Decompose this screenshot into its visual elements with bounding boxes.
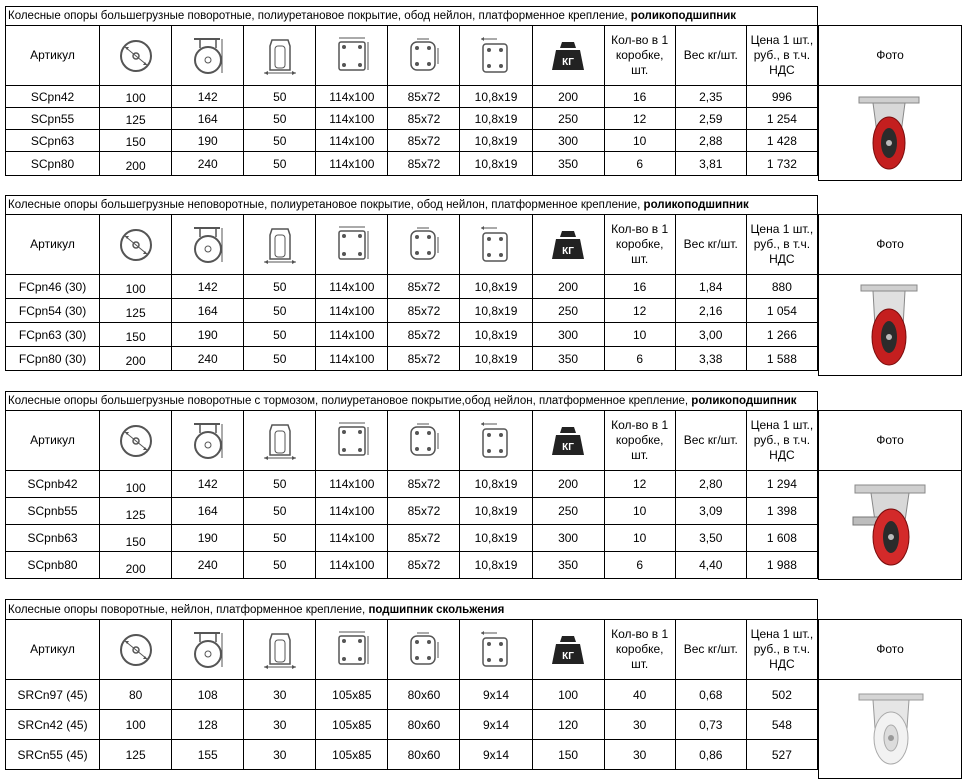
weight-header: Вес кг/шт. <box>675 411 746 471</box>
article-header: Артикул <box>6 411 100 471</box>
table-cell: 16 <box>604 275 675 299</box>
table-row <box>6 275 818 299</box>
qty-header <box>604 215 675 275</box>
load-weight-icon <box>548 423 588 459</box>
table-cell: 128 <box>172 710 244 740</box>
table-cell: 114x100 <box>316 299 388 323</box>
icon-header <box>100 620 172 680</box>
price-header-text: Цена 1 шт., руб., в т.ч. НДС <box>750 33 814 77</box>
table-cell: 10,8x19 <box>460 347 532 371</box>
section-title: Колесные опоры большегрузные поворотные, полиуретановое покрытие, обод нейлон, платформенное крепление, роликоподшипник <box>6 7 818 26</box>
icon-header <box>460 411 532 471</box>
table-cell: 85x72 <box>388 299 460 323</box>
icon-header <box>532 215 604 275</box>
bolt-hole-icon <box>477 225 515 265</box>
kg-label: КГ <box>562 441 574 453</box>
table-cell: SRCn97 (45) <box>6 680 100 710</box>
table-cell: 10,8x19 <box>460 525 532 552</box>
table-cell: 12 <box>604 108 675 130</box>
table-cell: 114x100 <box>316 498 388 525</box>
table-cell: 9x14 <box>460 680 532 710</box>
rigid-caster-red-photo <box>849 281 929 371</box>
table-cell: SCpn63 <box>6 130 100 152</box>
table-cell: 100 <box>100 471 172 498</box>
table-cell: 50 <box>244 323 316 347</box>
table-cell: 85x72 <box>388 152 460 176</box>
qty-header <box>604 620 675 680</box>
icon-header <box>316 215 388 275</box>
icon-header <box>388 215 460 275</box>
table-cell: 6 <box>604 552 675 579</box>
table-cell: SCpnb42 <box>6 471 100 498</box>
table-cell: 12 <box>604 299 675 323</box>
section-title: Колесные опоры поворотные, нейлон, платформенное крепление, подшипник скольжения <box>6 600 818 620</box>
bolt-hole-icon <box>477 421 515 461</box>
table-cell: 50 <box>244 471 316 498</box>
table-cell: 142 <box>172 275 244 299</box>
table-row <box>6 108 818 130</box>
table-cell: 1 266 <box>746 323 817 347</box>
kg-label: КГ <box>562 650 574 662</box>
table-row <box>6 323 818 347</box>
table-cell: 527 <box>746 740 817 770</box>
table-cell: SCpnb80 <box>6 552 100 579</box>
icon-header <box>532 411 604 471</box>
table-row <box>6 86 818 108</box>
table-row <box>6 152 818 176</box>
icon-header <box>244 620 316 680</box>
qty-header-text: Кол-во в 1 коробке, шт. <box>611 222 669 266</box>
price-header-text: Цена 1 шт., руб., в т.ч. НДС <box>750 627 814 671</box>
platform-size-icon <box>333 630 371 670</box>
article-header: Артикул <box>6 26 100 86</box>
spec-table <box>5 599 818 770</box>
table-cell: 10,8x19 <box>460 86 532 108</box>
icon-header <box>460 215 532 275</box>
weight-header: Вес кг/шт. <box>675 26 746 86</box>
table-cell: 150 <box>100 323 172 347</box>
table-cell: 200 <box>532 471 604 498</box>
table-cell: 10,8x19 <box>460 152 532 176</box>
table-cell: 30 <box>604 740 675 770</box>
price-header-text: Цена 1 шт., руб., в т.ч. НДС <box>750 418 814 462</box>
table-cell: 1 732 <box>746 152 817 176</box>
table-cell: 85x72 <box>388 86 460 108</box>
icon-header <box>388 26 460 86</box>
table-row <box>6 525 818 552</box>
table-cell: SCpn80 <box>6 152 100 176</box>
table-cell: 300 <box>532 525 604 552</box>
table-cell: 6 <box>604 347 675 371</box>
table-cell: 10,8x19 <box>460 471 532 498</box>
article-header: Артикул <box>6 620 100 680</box>
platform-size-icon <box>333 421 371 461</box>
table-cell: 12 <box>604 471 675 498</box>
table-cell: 2,59 <box>675 108 746 130</box>
platform-size-icon <box>333 36 371 76</box>
wheel-height-icon <box>190 421 226 461</box>
table-cell: 190 <box>172 525 244 552</box>
table-cell: FCpn63 (30) <box>6 323 100 347</box>
table-cell: 114x100 <box>316 471 388 498</box>
table-cell: 10 <box>604 525 675 552</box>
photo-header: Фото <box>876 642 904 656</box>
table-cell: 10 <box>604 323 675 347</box>
price-header-text: Цена 1 шт., руб., в т.ч. НДС <box>750 222 814 266</box>
table-cell: 3,38 <box>675 347 746 371</box>
icon-header <box>244 26 316 86</box>
table-cell: 0,73 <box>675 710 746 740</box>
table-row <box>6 710 818 740</box>
bolt-pattern-icon <box>405 421 443 461</box>
load-weight-icon <box>548 227 588 263</box>
table-cell: 80x60 <box>388 710 460 740</box>
icon-header <box>172 26 244 86</box>
table-cell: SCpn55 <box>6 108 100 130</box>
kg-label: КГ <box>562 56 574 68</box>
icon-header <box>100 26 172 86</box>
table-cell: 0,68 <box>675 680 746 710</box>
weight-header: Вес кг/шт. <box>675 215 746 275</box>
wheel-diameter-icon <box>118 38 154 74</box>
table-cell: 10,8x19 <box>460 130 532 152</box>
spec-table <box>5 6 818 176</box>
table-cell: 16 <box>604 86 675 108</box>
table-cell: 548 <box>746 710 817 740</box>
table-cell: 240 <box>172 152 244 176</box>
section-1 <box>5 6 818 176</box>
table-cell: 300 <box>532 130 604 152</box>
qty-header-text: Кол-во в 1 коробке, шт. <box>611 33 669 77</box>
icon-header <box>172 620 244 680</box>
table-cell: 80 <box>100 680 172 710</box>
wheel-height-icon <box>190 225 226 265</box>
table-cell: SRCn42 (45) <box>6 710 100 740</box>
table-cell: 30 <box>604 710 675 740</box>
table-cell: 164 <box>172 299 244 323</box>
table-cell: 9x14 <box>460 710 532 740</box>
table-cell: 3,50 <box>675 525 746 552</box>
bolt-pattern-icon <box>405 630 443 670</box>
icon-header <box>316 26 388 86</box>
table-cell: 114x100 <box>316 152 388 176</box>
table-cell: 10,8x19 <box>460 552 532 579</box>
table-row <box>6 471 818 498</box>
photo-column-2 <box>818 214 962 376</box>
weight-header: Вес кг/шт. <box>675 620 746 680</box>
table-cell: 142 <box>172 471 244 498</box>
platform-width-icon <box>260 421 300 461</box>
table-cell: 10 <box>604 130 675 152</box>
qty-header-text: Кол-во в 1 коробке, шт. <box>611 627 669 671</box>
table-cell: FCpn46 (30) <box>6 275 100 299</box>
table-row <box>6 347 818 371</box>
table-cell: 350 <box>532 152 604 176</box>
table-cell: SCpn42 <box>6 86 100 108</box>
section-title: Колесные опоры большегрузные неповоротные, полиуретановое покрытие, обод нейлон, платформенное крепление, роликоподшипник <box>6 196 818 215</box>
table-cell: 10,8x19 <box>460 323 532 347</box>
table-cell: 3,00 <box>675 323 746 347</box>
table-cell: 250 <box>532 299 604 323</box>
spec-table <box>5 391 818 579</box>
icon-header <box>244 411 316 471</box>
qty-header <box>604 411 675 471</box>
table-cell: 105x85 <box>316 740 388 770</box>
table-cell: 30 <box>244 740 316 770</box>
table-cell: 85x72 <box>388 108 460 130</box>
table-cell: 30 <box>244 710 316 740</box>
table-cell: 50 <box>244 498 316 525</box>
table-cell: SCpnb63 <box>6 525 100 552</box>
table-row <box>6 299 818 323</box>
table-cell: 50 <box>244 299 316 323</box>
icon-header <box>244 215 316 275</box>
nylon-caster-white-photo <box>851 690 931 770</box>
table-cell: 10,8x19 <box>460 498 532 525</box>
table-cell: 996 <box>746 86 817 108</box>
table-cell: 1 054 <box>746 299 817 323</box>
photo-header: Фото <box>876 48 904 62</box>
table-cell: 80x60 <box>388 680 460 710</box>
icon-header <box>316 411 388 471</box>
table-cell: 200 <box>100 552 172 579</box>
icon-header <box>460 26 532 86</box>
table-cell: 85x72 <box>388 525 460 552</box>
table-cell: 50 <box>244 130 316 152</box>
table-cell: SCpnb55 <box>6 498 100 525</box>
header-row <box>6 620 818 680</box>
table-cell: 85x72 <box>388 552 460 579</box>
table-cell: 114x100 <box>316 108 388 130</box>
table-cell: 6 <box>604 152 675 176</box>
table-cell: 190 <box>172 323 244 347</box>
wheel-height-icon <box>190 630 226 670</box>
header-row <box>6 411 818 471</box>
brake-caster-red-photo <box>845 481 935 571</box>
kg-label: КГ <box>562 245 574 257</box>
table-cell: 4,40 <box>675 552 746 579</box>
platform-width-icon <box>260 630 300 670</box>
icon-header <box>532 26 604 86</box>
table-cell: 1 608 <box>746 525 817 552</box>
table-cell: 85x72 <box>388 498 460 525</box>
table-cell: 0,86 <box>675 740 746 770</box>
icon-header <box>172 411 244 471</box>
table-cell: 2,16 <box>675 299 746 323</box>
table-cell: 10,8x19 <box>460 275 532 299</box>
icon-header <box>100 411 172 471</box>
table-cell: 200 <box>100 347 172 371</box>
table-cell: 100 <box>532 680 604 710</box>
table-cell: 200 <box>532 275 604 299</box>
table-cell: 30 <box>244 680 316 710</box>
qty-header-text: Кол-во в 1 коробке, шт. <box>611 418 669 462</box>
icon-header <box>316 620 388 680</box>
table-cell: 114x100 <box>316 86 388 108</box>
platform-size-icon <box>333 225 371 265</box>
table-cell: 150 <box>100 130 172 152</box>
table-cell: 350 <box>532 552 604 579</box>
icon-header <box>100 215 172 275</box>
table-cell: 125 <box>100 299 172 323</box>
platform-width-icon <box>260 36 300 76</box>
table-cell: 164 <box>172 108 244 130</box>
photo-header: Фото <box>876 433 904 447</box>
table-cell: 114x100 <box>316 552 388 579</box>
table-cell: 880 <box>746 275 817 299</box>
table-cell: 350 <box>532 347 604 371</box>
table-cell: 120 <box>532 710 604 740</box>
table-cell: 502 <box>746 680 817 710</box>
photo-column-1 <box>818 25 962 181</box>
table-cell: 85x72 <box>388 471 460 498</box>
section-4 <box>5 599 818 770</box>
table-cell: 240 <box>172 552 244 579</box>
table-cell: 1 588 <box>746 347 817 371</box>
table-cell: 100 <box>100 710 172 740</box>
table-cell: 142 <box>172 86 244 108</box>
table-row <box>6 680 818 710</box>
table-cell: 250 <box>532 108 604 130</box>
table-cell: 85x72 <box>388 347 460 371</box>
bolt-pattern-icon <box>405 36 443 76</box>
icon-header <box>532 620 604 680</box>
table-cell: 1 254 <box>746 108 817 130</box>
table-cell: 105x85 <box>316 680 388 710</box>
table-cell: 50 <box>244 86 316 108</box>
photo-column-3 <box>818 410 962 580</box>
photo-column-4 <box>818 619 962 779</box>
table-cell: 50 <box>244 525 316 552</box>
table-cell: 200 <box>532 86 604 108</box>
table-cell: 85x72 <box>388 323 460 347</box>
section-3 <box>5 391 818 579</box>
table-row <box>6 498 818 525</box>
swivel-caster-red-photo <box>849 93 929 173</box>
table-cell: 100 <box>100 86 172 108</box>
table-cell: 10 <box>604 498 675 525</box>
table-cell: FCpn80 (30) <box>6 347 100 371</box>
table-cell: 114x100 <box>316 525 388 552</box>
table-row <box>6 130 818 152</box>
table-cell: 114x100 <box>316 323 388 347</box>
wheel-diameter-icon <box>118 632 154 668</box>
icon-header <box>460 620 532 680</box>
table-cell: 300 <box>532 323 604 347</box>
table-cell: 50 <box>244 552 316 579</box>
table-cell: 3,09 <box>675 498 746 525</box>
load-weight-icon <box>548 38 588 74</box>
wheel-height-icon <box>190 36 226 76</box>
table-cell: 50 <box>244 152 316 176</box>
table-cell: 2,35 <box>675 86 746 108</box>
table-cell: 40 <box>604 680 675 710</box>
bolt-hole-icon <box>477 630 515 670</box>
table-cell: 50 <box>244 108 316 130</box>
load-weight-icon <box>548 632 588 668</box>
bolt-pattern-icon <box>405 225 443 265</box>
table-cell: 105x85 <box>316 710 388 740</box>
price-header <box>746 26 817 86</box>
table-cell: FCpn54 (30) <box>6 299 100 323</box>
article-header: Артикул <box>6 215 100 275</box>
table-cell: 114x100 <box>316 130 388 152</box>
price-header <box>746 620 817 680</box>
header-row <box>6 26 818 86</box>
table-cell: 2,88 <box>675 130 746 152</box>
table-cell: 10,8x19 <box>460 299 532 323</box>
table-cell: 1 294 <box>746 471 817 498</box>
table-cell: 150 <box>100 525 172 552</box>
table-cell: 85x72 <box>388 275 460 299</box>
price-header <box>746 215 817 275</box>
section-title: Колесные опоры большегрузные поворотные с тормозом, полиуретановое покрытие,обод нейлон, платформенное крепление, роликоподшипник <box>6 392 818 411</box>
table-cell: 114x100 <box>316 275 388 299</box>
section-2 <box>5 195 818 371</box>
table-cell: 100 <box>100 275 172 299</box>
table-cell: 80x60 <box>388 740 460 770</box>
table-cell: 1 428 <box>746 130 817 152</box>
table-cell: 50 <box>244 275 316 299</box>
table-cell: 85x72 <box>388 130 460 152</box>
wheel-diameter-icon <box>118 227 154 263</box>
table-cell: 2,80 <box>675 471 746 498</box>
table-cell: 125 <box>100 498 172 525</box>
table-cell: 10,8x19 <box>460 108 532 130</box>
table-cell: SRCn55 (45) <box>6 740 100 770</box>
table-row <box>6 740 818 770</box>
table-cell: 125 <box>100 740 172 770</box>
header-row <box>6 215 818 275</box>
table-cell: 114x100 <box>316 347 388 371</box>
table-cell: 108 <box>172 680 244 710</box>
table-cell: 150 <box>532 740 604 770</box>
table-cell: 1,84 <box>675 275 746 299</box>
table-cell: 9x14 <box>460 740 532 770</box>
photo-header: Фото <box>876 237 904 251</box>
price-header <box>746 411 817 471</box>
table-cell: 1 988 <box>746 552 817 579</box>
table-cell: 3,81 <box>675 152 746 176</box>
table-row <box>6 552 818 579</box>
table-cell: 125 <box>100 108 172 130</box>
icon-header <box>172 215 244 275</box>
table-cell: 1 398 <box>746 498 817 525</box>
table-cell: 190 <box>172 130 244 152</box>
bolt-hole-icon <box>477 36 515 76</box>
table-cell: 155 <box>172 740 244 770</box>
table-cell: 164 <box>172 498 244 525</box>
platform-width-icon <box>260 225 300 265</box>
wheel-diameter-icon <box>118 423 154 459</box>
table-cell: 50 <box>244 347 316 371</box>
table-cell: 240 <box>172 347 244 371</box>
icon-header <box>388 620 460 680</box>
table-cell: 250 <box>532 498 604 525</box>
table-cell: 200 <box>100 152 172 176</box>
icon-header <box>388 411 460 471</box>
spec-table <box>5 195 818 371</box>
qty-header <box>604 26 675 86</box>
